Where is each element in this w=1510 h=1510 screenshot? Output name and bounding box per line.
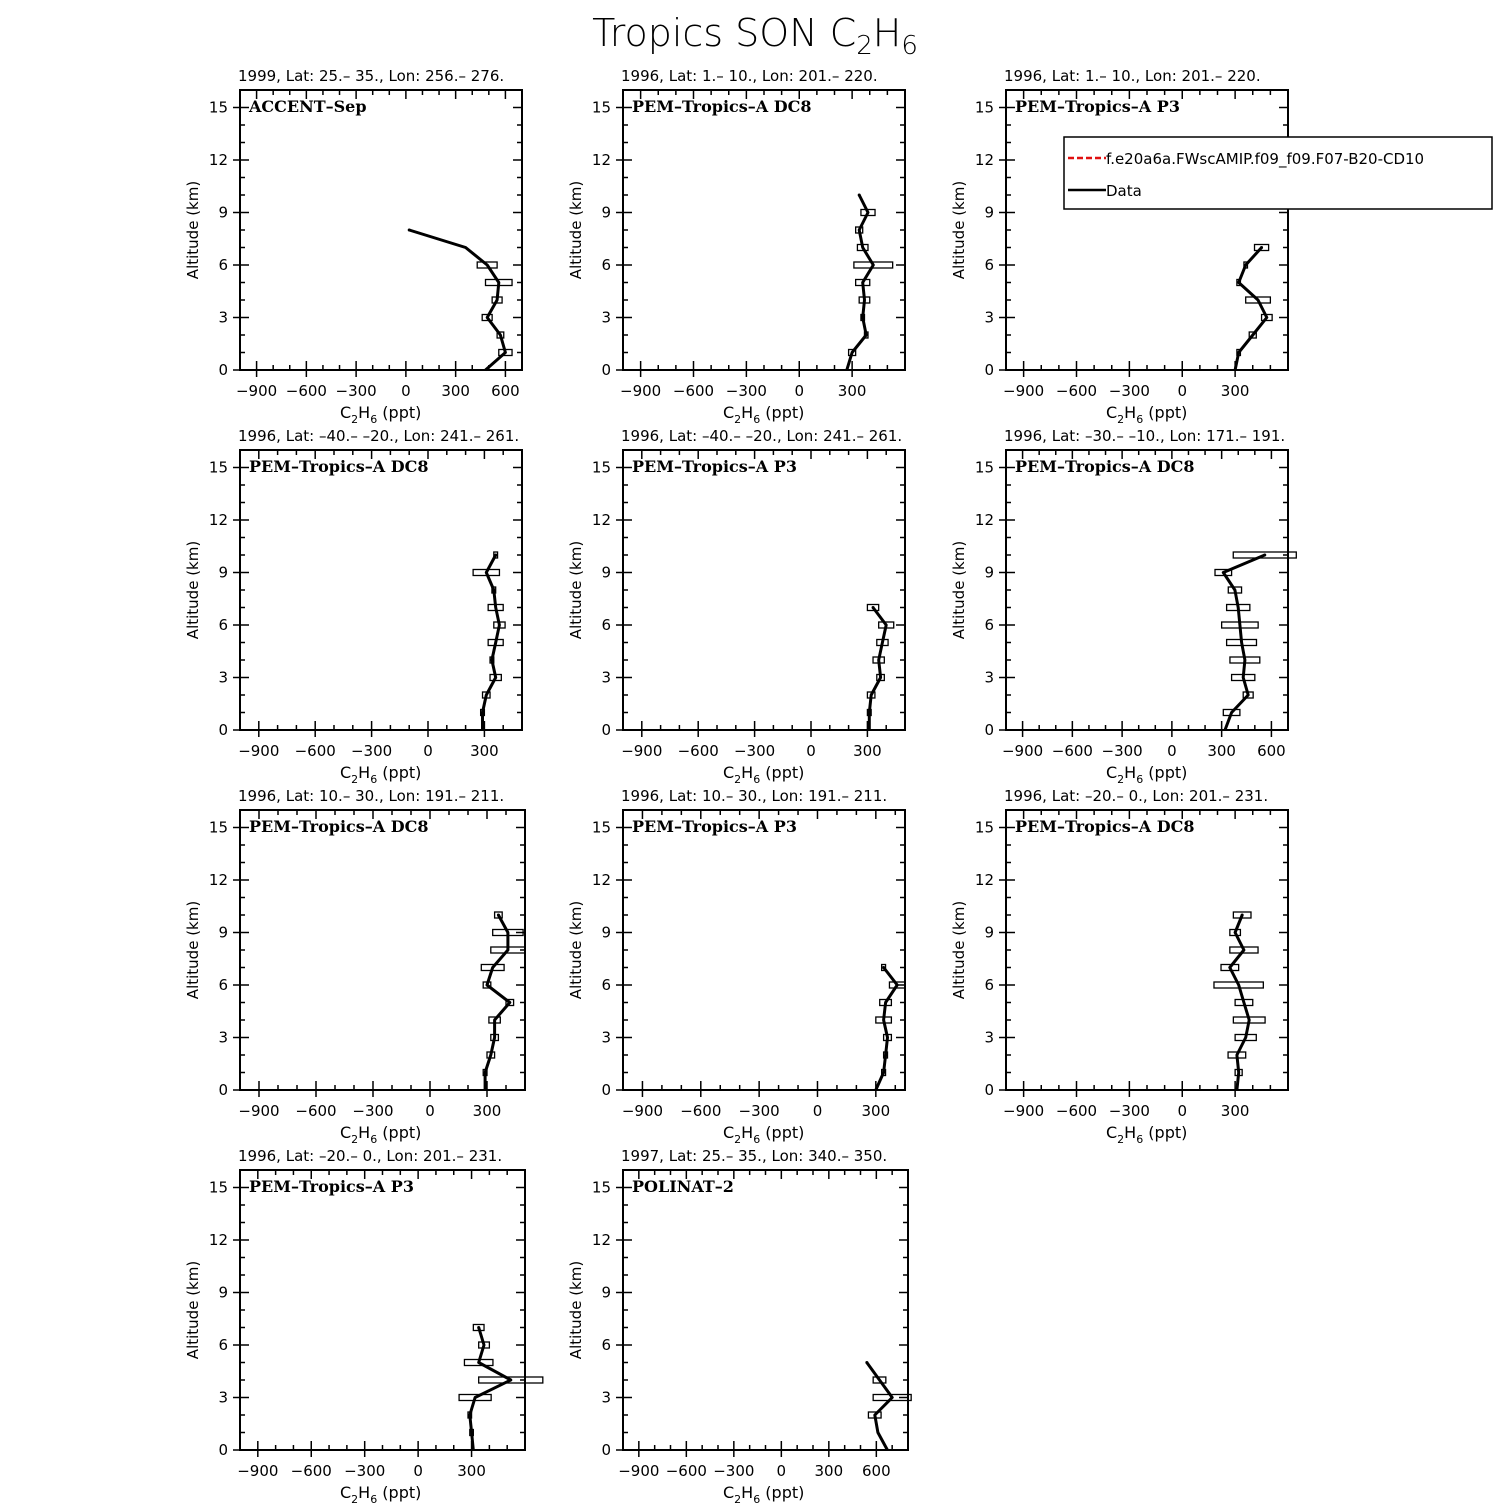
data-point <box>1241 914 1244 917</box>
y-axis-label: Altitude (km) <box>567 1260 585 1360</box>
plot-frame <box>623 450 905 730</box>
data-point <box>494 554 497 557</box>
y-tick-label: 3 <box>218 668 228 687</box>
x-tick-label: −900 <box>620 382 662 400</box>
y-tick-label: 15 <box>591 818 611 837</box>
data-point <box>882 966 885 969</box>
y-tick-label: 0 <box>601 1081 611 1099</box>
x-tick-label: −900 <box>235 382 278 400</box>
y-tick-label: 9 <box>984 563 994 582</box>
x-axis-label: $C_2H_6$ (ppt) <box>340 1483 422 1506</box>
x-tick-label: −900 <box>621 742 663 760</box>
chart-panel <box>567 427 905 786</box>
data-point <box>858 194 861 197</box>
y-tick-label: 9 <box>218 923 228 942</box>
x-tick-label: 0 <box>806 742 816 760</box>
y-tick-label: 12 <box>591 151 611 169</box>
legend <box>1064 137 1492 209</box>
x-tick-label: −900 <box>1003 1102 1045 1120</box>
y-tick-label: 6 <box>218 256 228 274</box>
x-tick-label: −900 <box>618 1462 660 1480</box>
data-point <box>872 606 875 609</box>
y-tick-label: 3 <box>601 1388 611 1407</box>
x-tick-label: −600 <box>295 1102 337 1120</box>
chart-panel <box>950 427 1296 786</box>
y-tick-label: 6 <box>984 976 994 994</box>
plot-frame <box>240 1170 525 1450</box>
x-tick-label: 0 <box>1177 1102 1188 1120</box>
x-tick-label: −300 <box>733 742 776 760</box>
y-tick-label: 15 <box>208 818 228 837</box>
y-tick-label: 6 <box>984 256 994 274</box>
x-axis-label: $C_2H_6$ (ppt) <box>723 1123 805 1146</box>
x-tick-label: 300 <box>861 1102 891 1120</box>
x-tick-label: −600 <box>294 742 336 760</box>
x-axis-label: $C_2H_6$ (ppt) <box>1106 1123 1188 1146</box>
y-axis-label: Altitude (km) <box>567 900 585 1000</box>
x-tick-label: −900 <box>238 742 280 760</box>
chart-panel <box>184 1147 543 1506</box>
data-point <box>477 1326 480 1329</box>
data-profile-line <box>409 230 505 370</box>
y-tick-label: 9 <box>601 923 611 942</box>
y-tick-label: 3 <box>601 1028 611 1047</box>
chart-panel <box>950 67 1288 426</box>
plot-frame <box>240 90 522 370</box>
data-profile-line <box>1223 555 1265 730</box>
x-tick-label: 0 <box>1177 382 1188 400</box>
y-tick-label: 9 <box>218 1283 228 1302</box>
x-axis-label: $C_2H_6$ (ppt) <box>340 763 422 786</box>
y-tick-label: 3 <box>984 1028 994 1047</box>
y-tick-label: 15 <box>208 1178 228 1197</box>
campaign-label: PEM–Tropics–A P3 <box>249 1177 414 1196</box>
campaign-label: PEM–Tropics–A P3 <box>1015 97 1180 116</box>
y-tick-label: 0 <box>984 721 994 739</box>
panel-header: 1996, Lat: –40.– –20., Lon: 241.– 261. <box>621 427 903 445</box>
y-tick-label: 9 <box>984 923 994 942</box>
x-axis-label: $C_2H_6$ (ppt) <box>340 1123 422 1146</box>
x-axis-label: $C_2H_6$ (ppt) <box>1106 763 1188 786</box>
chart-panel <box>184 427 522 786</box>
figure-title: Tropics SON $C_2H_6$ <box>592 11 918 61</box>
chart-panel <box>184 67 522 426</box>
y-tick-label: 9 <box>218 563 228 582</box>
panel-header: 1996, Lat: –20.– 0., Lon: 201.– 231. <box>1004 787 1269 805</box>
y-tick-label: 15 <box>591 1178 611 1197</box>
panels <box>184 67 1296 1506</box>
y-tick-label: 15 <box>974 818 994 837</box>
y-tick-label: 6 <box>601 1336 611 1354</box>
y-tick-label: 9 <box>601 563 611 582</box>
chart-panel <box>950 787 1288 1146</box>
y-axis-label: Altitude (km) <box>184 540 202 640</box>
y-tick-label: 0 <box>601 721 611 739</box>
campaign-label: PEM–Tropics–A DC8 <box>249 457 429 476</box>
x-tick-label: 300 <box>472 1102 502 1120</box>
x-tick-label: −300 <box>1101 742 1143 760</box>
y-tick-label: 15 <box>591 98 611 117</box>
y-tick-label: 0 <box>218 1081 228 1099</box>
y-tick-label: 12 <box>208 871 228 889</box>
y-tick-label: 3 <box>984 668 994 687</box>
x-tick-label: −900 <box>1001 742 1044 760</box>
y-tick-label: 0 <box>601 1441 611 1459</box>
campaign-label: ACCENT–Sep <box>249 97 367 116</box>
y-tick-label: 3 <box>218 1388 228 1407</box>
chart-panel <box>184 787 525 1146</box>
y-tick-label: 12 <box>208 511 228 529</box>
x-axis-label: $C_2H_6$ (ppt) <box>340 403 422 426</box>
plot-frame <box>1006 90 1288 370</box>
y-tick-label: 6 <box>601 976 611 994</box>
y-tick-label: 9 <box>601 203 611 222</box>
y-tick-label: 12 <box>591 511 611 529</box>
panel-header: 1996, Lat: –30.– –10., Lon: 171.– 191. <box>1004 427 1286 445</box>
x-tick-label: 300 <box>1220 382 1250 400</box>
x-tick-label: 300 <box>441 382 470 400</box>
x-tick-label: 0 <box>423 742 433 760</box>
y-tick-label: 12 <box>591 1231 611 1249</box>
x-tick-label: 600 <box>862 1462 891 1480</box>
y-tick-label: 15 <box>591 458 611 477</box>
x-tick-label: 600 <box>1257 742 1286 760</box>
x-tick-label: −900 <box>1003 382 1045 400</box>
x-tick-label: −300 <box>352 1102 394 1120</box>
x-tick-label: 0 <box>812 1102 823 1120</box>
y-tick-label: 3 <box>218 308 228 327</box>
x-tick-label: −600 <box>665 1462 707 1480</box>
y-tick-label: 3 <box>601 308 611 327</box>
data-profile-line <box>483 555 500 730</box>
data-profile-line <box>869 608 886 731</box>
y-axis-label: Altitude (km) <box>184 180 202 280</box>
x-tick-label: 300 <box>814 1462 844 1480</box>
x-tick-label: −300 <box>738 1102 780 1120</box>
x-tick-label: −300 <box>350 742 393 760</box>
y-tick-label: 6 <box>218 976 228 994</box>
x-tick-label: 0 <box>401 382 411 400</box>
data-point <box>1260 246 1263 249</box>
y-tick-label: 9 <box>218 203 228 222</box>
plot-frame <box>623 810 905 1090</box>
legend-label: Data <box>1106 182 1142 200</box>
y-tick-label: 6 <box>218 616 228 634</box>
y-axis-label: Altitude (km) <box>567 180 585 280</box>
y-tick-label: 3 <box>218 1028 228 1047</box>
x-tick-label: −600 <box>672 382 715 400</box>
data-point <box>1263 554 1266 557</box>
x-tick-label: −300 <box>344 1462 386 1480</box>
y-tick-label: 3 <box>984 308 994 327</box>
chart-panel <box>567 787 905 1146</box>
x-tick-label: −900 <box>237 1462 279 1480</box>
panel-header: 1999, Lat: 25.– 35., Lon: 256.– 276. <box>238 67 505 85</box>
data-point <box>497 914 500 917</box>
y-tick-label: 9 <box>984 203 994 222</box>
x-tick-label: 300 <box>837 382 867 400</box>
x-tick-label: −600 <box>285 382 327 400</box>
legend-label: f.e20a6a.FWscAMIP.f09_f09.F07-B20-CD10 <box>1106 150 1425 168</box>
y-axis-label: Altitude (km) <box>567 540 585 640</box>
chart-panel <box>567 1147 911 1506</box>
y-tick-label: 15 <box>974 98 994 117</box>
x-tick-label: −300 <box>713 1462 755 1480</box>
y-axis-label: Altitude (km) <box>950 540 968 640</box>
campaign-label: PEM–Tropics–A DC8 <box>1015 457 1195 476</box>
y-tick-label: 12 <box>591 871 611 889</box>
data-profile-line <box>867 1363 892 1451</box>
plot-frame <box>1006 810 1288 1090</box>
data-profile-line <box>1230 915 1249 1090</box>
chart-panel <box>567 67 905 426</box>
y-axis-label: Altitude (km) <box>950 900 968 1000</box>
y-tick-label: 6 <box>218 1336 228 1354</box>
y-tick-label: 6 <box>601 256 611 274</box>
y-axis-label: Altitude (km) <box>184 900 202 1000</box>
x-tick-label: 0 <box>794 382 805 400</box>
y-tick-label: 15 <box>974 458 994 477</box>
x-tick-label: −600 <box>1051 742 1093 760</box>
panel-header: 1996, Lat: –40.– –20., Lon: 241.– 261. <box>238 427 520 445</box>
x-tick-label: 300 <box>1207 742 1236 760</box>
y-tick-label: 0 <box>984 1081 994 1099</box>
panel-header: 1996, Lat: 10.– 30., Lon: 191.– 211. <box>238 787 505 805</box>
panel-header: 1996, Lat: –20.– 0., Lon: 201.– 231. <box>238 1147 503 1165</box>
y-tick-label: 0 <box>984 361 994 379</box>
x-axis-label: $C_2H_6$ (ppt) <box>723 1483 805 1506</box>
y-tick-label: 3 <box>601 668 611 687</box>
y-tick-label: 0 <box>218 361 228 379</box>
x-tick-label: 300 <box>1220 1102 1250 1120</box>
campaign-label: PEM–Tropics–A DC8 <box>632 97 812 116</box>
x-tick-label: −300 <box>335 382 377 400</box>
plot-frame <box>240 450 522 730</box>
x-tick-label: −300 <box>1108 382 1150 400</box>
y-tick-label: 12 <box>974 511 994 529</box>
x-tick-label: −600 <box>290 1462 332 1480</box>
y-axis-label: Altitude (km) <box>950 180 968 280</box>
x-axis-label: $C_2H_6$ (ppt) <box>1106 403 1188 426</box>
y-tick-label: 0 <box>218 1441 228 1459</box>
x-tick-label: 600 <box>491 382 520 400</box>
data-profile-line <box>470 1328 511 1451</box>
x-tick-label: 300 <box>457 1462 486 1480</box>
campaign-label: PEM–Tropics–A DC8 <box>1015 817 1195 836</box>
data-profile-line <box>876 968 897 1091</box>
campaign-label: PEM–Tropics–A DC8 <box>249 817 429 836</box>
y-tick-label: 15 <box>208 458 228 477</box>
x-tick-label: −600 <box>677 742 719 760</box>
y-tick-label: 0 <box>601 361 611 379</box>
x-tick-label: −900 <box>621 1102 664 1120</box>
y-tick-label: 12 <box>974 151 994 169</box>
x-axis-label: $C_2H_6$ (ppt) <box>723 403 805 426</box>
y-tick-label: 15 <box>208 98 228 117</box>
y-axis-label: Altitude (km) <box>184 1260 202 1360</box>
x-tick-label: −300 <box>725 382 767 400</box>
x-tick-label: 300 <box>853 742 882 760</box>
panel-header: 1997, Lat: 25.– 35., Lon: 340.– 350. <box>621 1147 888 1165</box>
x-tick-label: 0 <box>776 1462 787 1480</box>
x-tick-label: −900 <box>238 1102 280 1120</box>
x-tick-label: 0 <box>425 1102 435 1120</box>
panel-header: 1996, Lat: 1.– 10., Lon: 201.– 220. <box>621 67 878 85</box>
x-tick-label: 0 <box>413 1462 423 1480</box>
plot-frame <box>623 1170 908 1450</box>
x-tick-label: −600 <box>1055 1102 1098 1120</box>
y-tick-label: 12 <box>208 151 228 169</box>
y-tick-label: 12 <box>974 871 994 889</box>
y-tick-label: 0 <box>218 721 228 739</box>
data-profile-line <box>1235 248 1267 371</box>
data-point <box>865 1361 868 1364</box>
y-tick-label: 9 <box>601 1283 611 1302</box>
x-tick-label: −300 <box>1108 1102 1150 1120</box>
panel-header: 1996, Lat: 10.– 30., Lon: 191.– 211. <box>621 787 888 805</box>
x-tick-label: −600 <box>1055 382 1098 400</box>
x-tick-label: −600 <box>680 1102 722 1120</box>
x-axis-label: $C_2H_6$ (ppt) <box>723 763 805 786</box>
x-tick-label: 300 <box>470 742 499 760</box>
data-point <box>408 229 411 232</box>
campaign-label: PEM–Tropics–A P3 <box>632 457 797 476</box>
campaign-label: PEM–Tropics–A P3 <box>632 817 797 836</box>
y-tick-label: 6 <box>601 616 611 634</box>
plot-frame <box>240 810 525 1090</box>
y-tick-label: 6 <box>984 616 994 634</box>
x-tick-label: 0 <box>1167 742 1177 760</box>
y-tick-label: 12 <box>208 1231 228 1249</box>
campaign-label: POLINAT–2 <box>632 1177 734 1196</box>
panel-header: 1996, Lat: 1.– 10., Lon: 201.– 220. <box>1004 67 1261 85</box>
